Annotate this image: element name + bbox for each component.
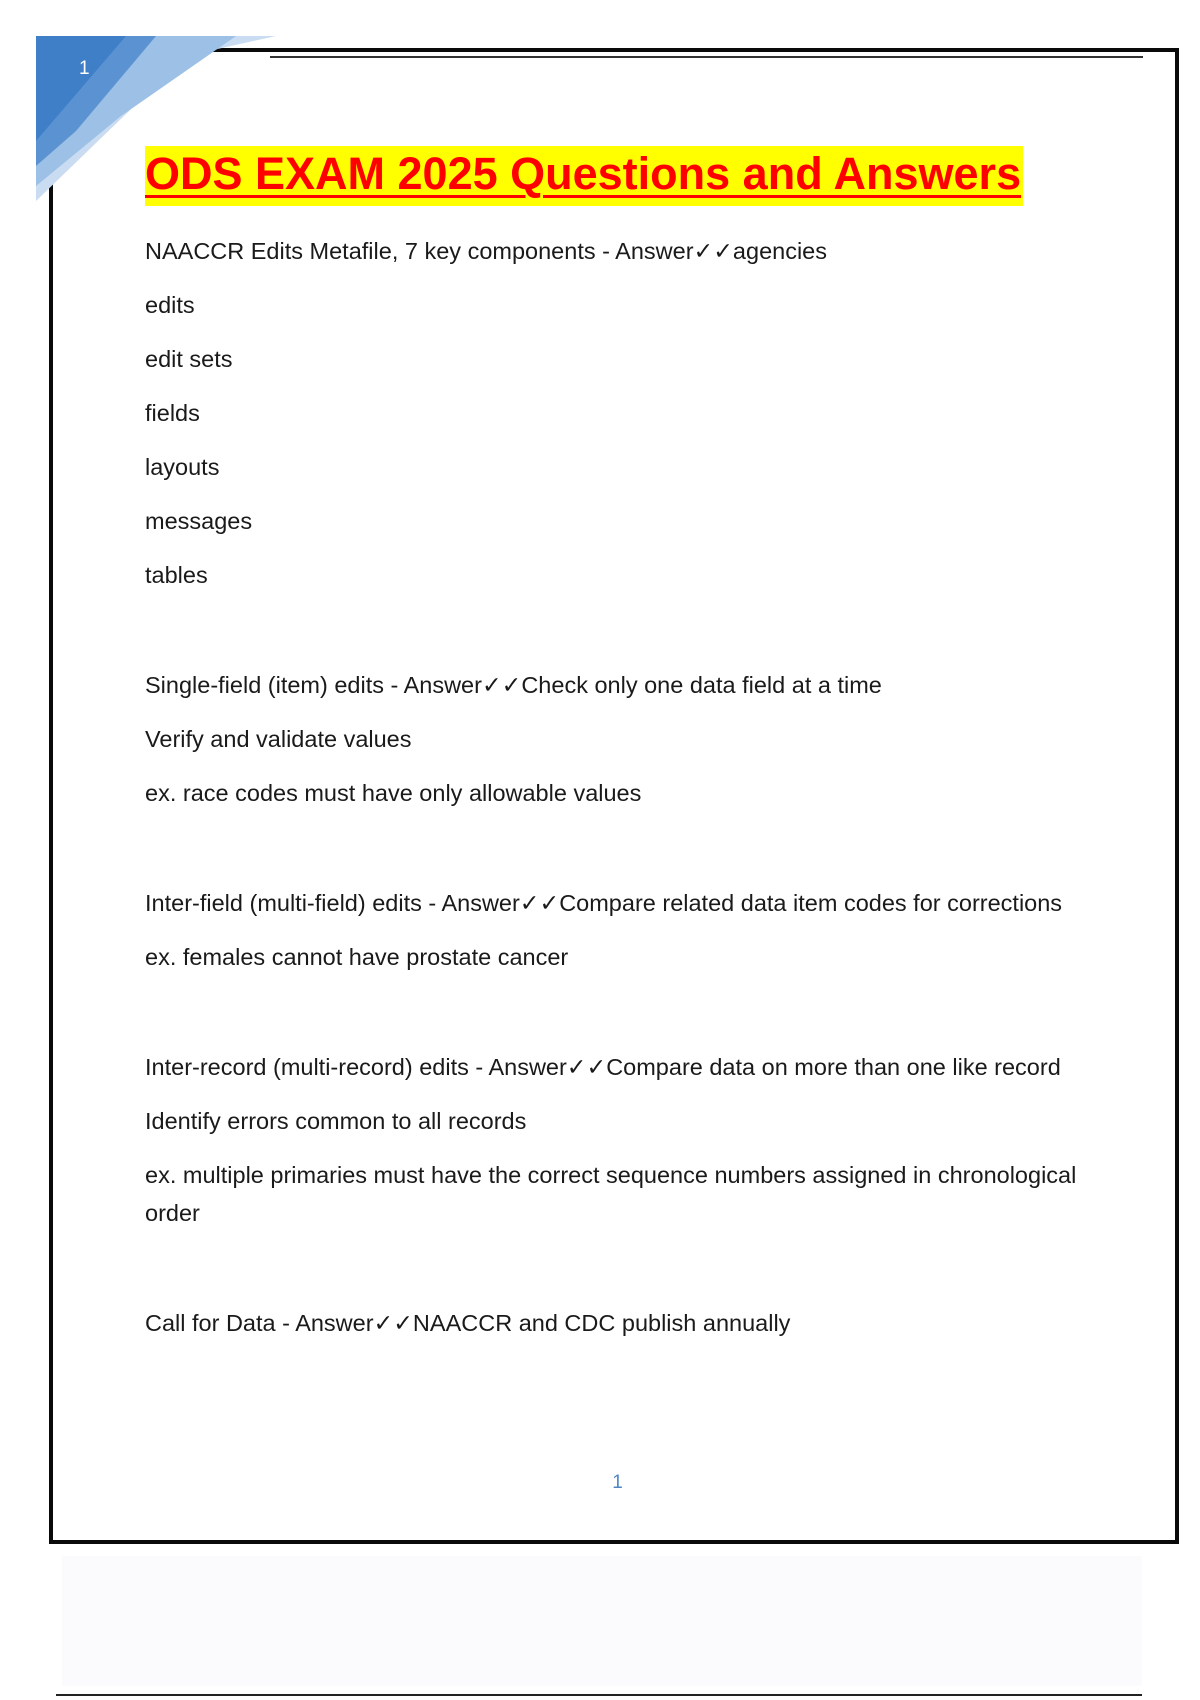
answer-line: Identify errors common to all records [145,1108,527,1134]
footer-page-number: 1 [612,1472,623,1493]
corner-page-number: 1 [79,58,90,79]
answer-line: tables [145,562,208,588]
block-spacer [145,610,1105,666]
qa-block [145,884,1105,976]
qa-block [145,1304,1105,1342]
document-title: ODS EXAM 2025 Questions and Answers [145,146,1023,206]
next-page-top-rule [56,1694,1142,1696]
answer-line: edit sets [145,346,233,372]
header-rule [270,56,1143,58]
question-line: Call for Data - Answer✓✓NAACCR and CDC publish annually [145,1310,791,1336]
answer-line: Verify and validate values [145,726,412,752]
qa-block [145,666,1105,812]
question-line: Single-field (item) edits - Answer✓✓Check only one data field at a time [145,672,882,698]
block-spacer [145,828,1105,884]
answer-line: layouts [145,454,220,480]
answer-line: fields [145,400,200,426]
next-page-shade [62,1556,1142,1686]
answer-line: edits [145,292,195,318]
answer-line: ex. females cannot have prostate cancer [145,944,569,970]
question-line: Inter-record (multi-record) edits - Answer✓✓Compare data on more than one like record [145,1054,1061,1080]
qa-content [145,232,1105,1358]
qa-block [145,232,1105,594]
block-spacer [145,992,1105,1048]
question-line: Inter-field (multi-field) edits - Answer✓✓Compare related data item codes for corrections [145,890,1063,916]
answer-line: messages [145,508,253,534]
question-line: NAACCR Edits Metafile, 7 key components - Answer✓✓agencies [145,238,827,264]
answer-line: ex. race codes must have only allowable values [145,780,642,806]
answer-line: ex. multiple primaries must have the correct sequence numbers assigned in chronological order [145,1162,1077,1226]
qa-block [145,1048,1105,1232]
block-spacer [145,1248,1105,1304]
